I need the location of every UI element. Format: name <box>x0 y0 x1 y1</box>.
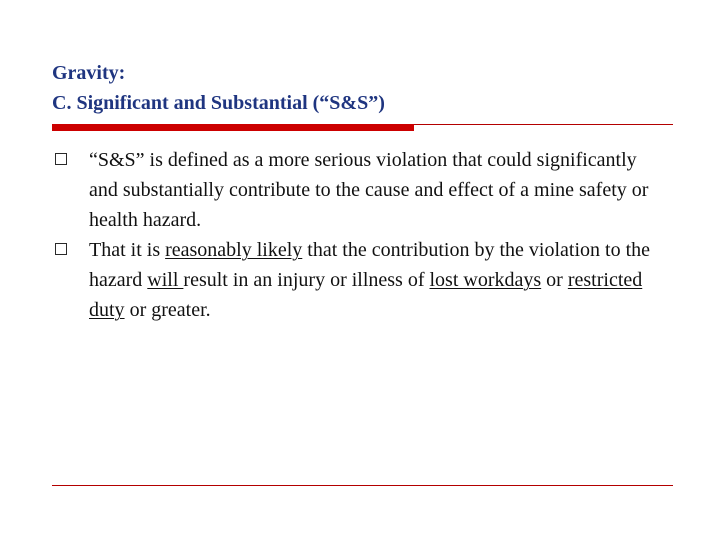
slide-title-line-2: C. Significant and Substantial (“S&S”) <box>52 92 385 114</box>
restricted-link[interactable]: restricted <box>567 269 643 291</box>
bullet-2-text-part: or greater. <box>124 299 211 321</box>
bullet-item-2 <box>55 235 655 325</box>
slide-title-line-1: Gravity: <box>52 62 126 84</box>
hollow-square-bullet-icon <box>55 153 67 165</box>
bullet-item-1 <box>55 145 655 235</box>
duty-link[interactable]: duty <box>89 299 125 321</box>
bullet-2-text-part: result in an injury or illness of <box>183 269 430 291</box>
reasonably-likely-link[interactable]: reasonably likely <box>165 239 303 261</box>
bullet-2-text-part: that the contribution by the violation to the hazard <box>89 239 651 291</box>
will-link[interactable]: will <box>147 269 184 291</box>
title-underline-thin-rule <box>414 124 673 125</box>
bullet-text-1: “S&S” is defined as a more serious violation that could significantly and substantially contribute to the cause and effect of a mine safety or health hazard. <box>89 149 649 231</box>
bullet-2-text-part: That it is <box>89 239 166 261</box>
lost-workdays-link[interactable]: lost workdays <box>429 269 542 291</box>
footer-divider-rule <box>52 485 673 486</box>
hollow-square-bullet-icon <box>55 243 67 255</box>
bullet-list <box>55 145 655 325</box>
bullet-2-text-part: or <box>541 269 568 291</box>
title-underline-thick-bar <box>52 124 414 131</box>
